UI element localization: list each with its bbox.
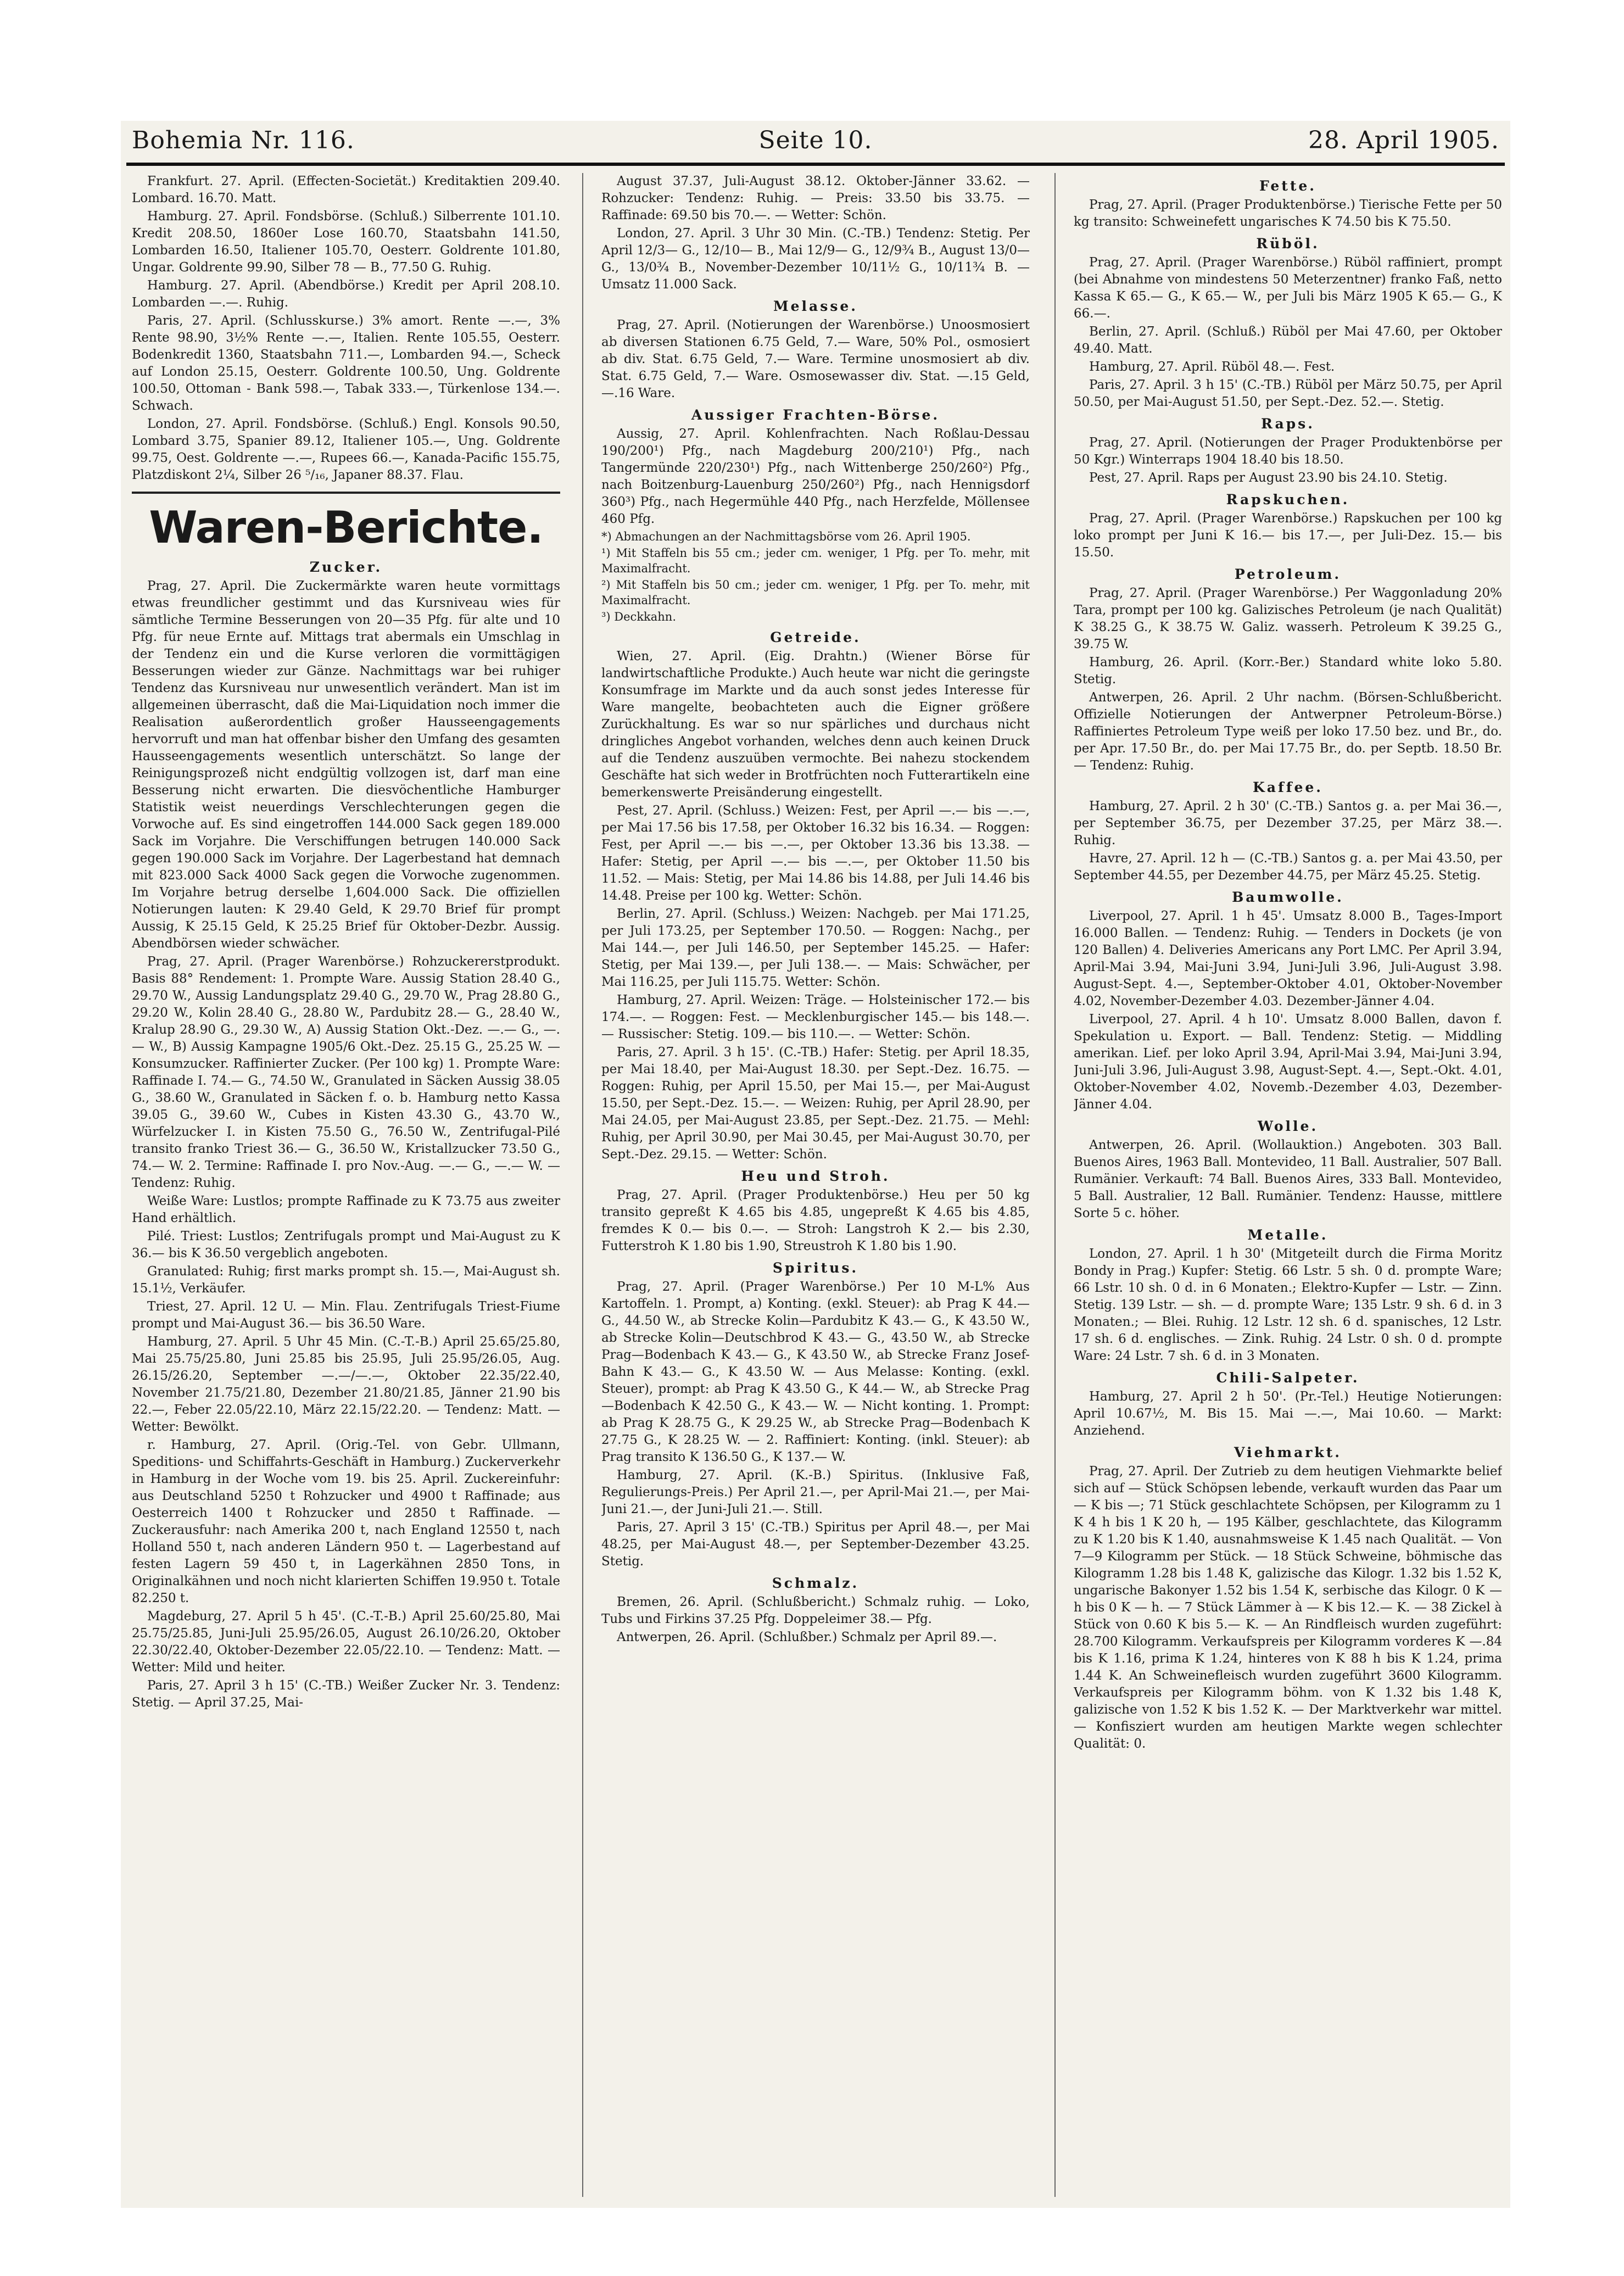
subsection-heading: Melasse. (773, 298, 858, 314)
paragraph: Hamburg, 27. April. 5 Uhr 45 Min. (C.-T.-B.) April 25.65/25.80, Mai 25.75/25.80, Juni 25.85 bis 25.95, Juli 25.95/26.05, Aug. 26.15/26.20, September —.—/—.—, Oktober 22.35/22.40, November 21.75/21.80, Dezember 21.80/21.85, Jänner 21.90 bis 22.—, Feber 22.05/22.10, März 22.15/22.20. — Tendenz: Matt. — Wetter: Bewölkt. (132, 1335, 560, 1434)
paragraph: Pilé. Triest: Lustlos; Zentrifugals prompt und Mai-August zu K 36.— bis K 36.50 vergeblich angeboten. (132, 1229, 560, 1260)
paragraph: Berlin, 27. April. (Schluß.) Rüböl per Mai 47.60, per Oktober 49.40. Matt. (1074, 325, 1502, 356)
paragraph: Pest, 27. April. (Schluss.) Weizen: Fest, per April —.— bis —.—, per Mai 17.56 bis 17.58, per Oktober 16.32 bis 16.34. — Roggen: Fest, per April —.— bis —.—, per Oktober 13.36 bis 13.38. — Hafer: Stetig, per April —.— bis —.—, per Oktober 11.50 bis 11.52. — Mais: Stetig, per Mai 14.86 bis 14.88, per Juli 14.46 bis 14.48. Preise per 100 kg. Wetter: Schön. (601, 804, 1030, 903)
subsection-heading: Metalle. (1247, 1227, 1329, 1243)
section-title: Waren-Berichte. (149, 502, 543, 553)
paragraph: Paris, 27. April 3 h 15' (C.-TB.) Weißer Zucker Nr. 3. Tendenz: Stetig. — April 37.25, Mai- (132, 1678, 560, 1710)
paragraph: Granulated: Ruhig; first marks prompt sh. 15.—, Mai-August sh. 15.1½, Verkäufer. (132, 1264, 560, 1296)
subsection-heading: Aussiger Frachten-Börse. (691, 407, 940, 423)
paragraph: August 37.37, Juli-August 38.12. Oktober-Jänner 33.62. — Rohzucker: Tendenz: Ruhig. — Preis: 33.50 bis 33.75. — Raffinade: 69.50 bis 70.—. — Wetter: Schön. (601, 174, 1030, 222)
subsection-heading: Zucker. (309, 559, 383, 575)
paragraph: Hamburg, 27. April. Rüböl 48.—. Fest. (1089, 360, 1335, 374)
subsection-heading: Rüböl. (1256, 236, 1320, 252)
newspaper-page (121, 121, 1510, 2208)
paragraph: Prag, 27. April. (Prager Produktenbörse.) Tierische Fette per 50 kg transito: Schweinefett ungarisches K 74.50 bis K 75.50. (1074, 198, 1502, 229)
paragraph: Paris, 27. April. 3 h 15' (C.-TB.) Rüböl per März 50.75, per April 50.50, per Mai-August 51.50, per Sept.-Dez. 52.—. Stetig. (1074, 378, 1502, 409)
header-rule (126, 163, 1505, 166)
subsection-heading: Chili-Salpeter. (1216, 1370, 1360, 1386)
paragraph: Antwerpen, 26. April. (Wollauktion.) Angeboten. 303 Ball. Buenos Aires, 1963 Ball. Montevideo, 11 Ball. Australier, 507 Ball. Rumänier. Verkauft: 74 Ball. Buenos Aires, 333 Ball. Montevideo, 5 Ball. Australier, 12 Ball. Rumänier. Tendenz: Hausse, mittlere Sorte 5 c. höher. (1074, 1138, 1502, 1220)
header-publication: Bohemia Nr. 116. (132, 126, 355, 154)
paragraph: Wien, 27. April. (Eig. Drahtn.) (Wiener Börse für landwirtschaftliche Produkte.) Auch heute war nicht die geringste Konsumfrage im Markte und da auch sonst jedes Interesse für Ware mangelte, beobachteten auch die Eigner größere Zurückhaltung. Es war so nur spärliches und durchaus nicht dringliches Angebot vorhanden, welches denn auch keinen Druck auf die Tendenz auszuüben vermochte. Bei nahezu stockendem Geschäfte hat sich weder in Brotfrüchten noch Futterartikeln eine bemerkenswerte Preisänderung eingestellt. (601, 649, 1030, 800)
paragraph: Prag, 27. April. (Prager Warenbörse.) Per 10 M-L% Aus Kartoffeln. 1. Prompt, a) Konting. (exkl. Steuer): ab Prag K 44.— G., 44.50 W., ab Strecke Kolin—Pardubitz K 43.— G., K 43.50 W., ab Strecke Kolin—Deutschbrod K 43.— G., 43.50 W., ab Strecke Prag—Bodenbach K 43.— G., K 43.50 W., ab Strecke Franz Josef-Bahn K 43.— G., K 43.50 W. — Aus Melasse: Konting. (exkl. Steuer), prompt: ab Prag K 43.50 G., K 44.— W., ab Strecke Prag—Bodenbach K 42.50 G., K 43.— W. — Nicht konting. 1. Prompt: ab Prag K 28.75 G., K 29.25 W., ab Strecke Prag—Bodenbach K 27.75 G., K 28.25 W. — 2. Raffiniert: Konting. (inkl. Steuer): ab Prag transito K 136.50 G., K 137.— W. (601, 1280, 1030, 1464)
paragraph: Havre, 27. April. 12 h — (C.-TB.) Santos g. a. per Mai 43.50, per September 44.55, per Dezember 44.75, per März 45.25. Stetig. (1074, 851, 1502, 883)
paragraph: r. Hamburg, 27. April. (Orig.-Tel. von Gebr. Ullmann, Speditions- und Schiffahrts-Geschäft in Hamburg.) Zuckerverkehr in Hamburg in der Woche vom 19. bis 25. April. Zuckereinfuhr: aus Deutschland 5250 t Rohzucker und 4900 t Raffinade; aus Oesterreich 1400 t Rohzucker und 2850 t Raffinade. — Zuckerausfuhr: nach Amerika 200 t, nach England 12550 t, nach Holland 550 t, nach anderen Ländern 950 t. — Lagerbestand auf festen Lagern 59 450 t, in Lagerkähnen 2850 Tons, in Originalkähnen und noch nicht klarierten Schiffen 19.950 t. Totale 82.250 t. (132, 1438, 560, 1605)
subsection-heading: Petroleum. (1234, 566, 1342, 582)
paragraph: Antwerpen, 26. April. (Schlußber.) Schmalz per April 89.—. (617, 1630, 997, 1644)
paragraph: Prag, 27. April. Die Zuckermärkte waren heute vormittags etwas freundlicher gestimmt und das Kursniveau wies für sämtliche Termine Besserungen von 20—35 Pfg. für alte und 10 Pfg. für neue Ernte auf. Mittags trat abermals ein Umschlag in der Tendenz ein und die Kurse verloren die vormittägigen Besserungen wieder zur Gänze. Nachmittags war bei ruhiger Tendenz das Kursniveau nur unwesentlich verändert. Man ist im allgemeinen überrascht, daß die Mai-Liquidation noch immer die Realisation außerordentlich großer Hausseengagements hervorruft und man hat offenbar bisher den Umfang des gesamten Hausseengagements wesentlich unterschätzt. So lange der Reinigungsprozeß nicht endgültig vollzogen ist, darf man eine Besserung nicht erwarten. Die diesvöchentliche Hamburger Statistik weist neuerdings Verschlechterungen gegen die Vorwoche auf. Es sind eingetroffen 144.000 Sack gegen 189.000 Sack im Vorjahre. Die Verschiffungen betrugen 140.000 Sack gegen 190.000 Sack im Vorjahre. Der Lagerbestand hat demnach mit 823.000 Sack 4000 Sack gegen die Vorwoche zugenommen. Im Vorjahre betrug derselbe 1,604.000 Sack. Die offiziellen Notierungen lauten: K 29.40 Geld, K 29.70 Brief für prompt Aussig, K 25.15 Geld, K 25.25 Brief für Oktober-Dezbr. Aussig. Abendbörsen wieder schwächer. (132, 579, 560, 951)
footnote: ¹) Mit Staffeln bis 55 cm.; jeder cm. weniger, 1 Pfg. per To. mehr, mit Maximalfracht. (601, 546, 1030, 575)
page-header (132, 126, 1499, 165)
paragraph: Prag, 27. April. (Prager Warenbörse.) Rohzuckererstprodukt. Basis 88° Rendement: 1. Prompte Ware. Aussig Station 28.40 G., 29.70 W., Aussig Landungsplatz 29.40 G., 29.70 W., Prag 28.80 G., 29.20 W., Kolin 28.40 G., 28.80 W., Pardubitz 28.— G., 28.40 W., Kralup 28.90 G., 29.30 W., A) Aussig Station Okt.-Dez. —.— G., —.— W., B) Aussig Kampagne 1905/6 Okt.-Dez. 25.15 G., 25.25 W. — Konsumzucker. Raffinierter Zucker. (Per 100 kg) 1. Prompte Ware: Raffinade I. 74.— G., 74.50 W., Granulated in Säcken Aussig 38.05 G., 38.60 W., Granulated in Säcken f. o. b. Hamburg netto Kassa 39.05 G., 39.60 W., Cubes in Kisten 43.30 G., 43.70 W., Würfelzucker I. in Kisten 75.50 G., 76.50 W., Zentrifugal-Pilé transito franko Triest 36.— G., 36.50 W., Kristallzucker 73.50 G., 74.— W. 2. Termine: Raffinade I. pro Nov.-Aug. —.— G., —.— W. — Tendenz: Ruhig. (132, 955, 560, 1190)
subsection-heading: Schmalz. (772, 1575, 860, 1591)
paragraph: Paris, 27. April. 3 h 15'. (C.-TB.) Hafer: Stetig. per April 18.35, per Mai 18.40, per Mai-August 18.30. per Sept.-Dez. 16.75. — Roggen: Ruhig, per April 15.50, per Mai 15.—, per Mai-August 15.50, per Sept.-Dez. 15.—. — Weizen: Ruhig, per April 28.90, per Mai 24.05, per Mai-August 23.85, per Sept.-Dez. 21.75. — Mehl: Ruhig, per April 30.90, per Mai 30.45, per Mai-August 30.70, per Sept.-Dez. 29.15. — Wetter: Schön. (601, 1045, 1030, 1162)
paragraph: Prag, 27. April. (Prager Warenbörse.) Per Waggonladung 20% Tara, prompt per 100 kg. Galizisches Petroleum (je nach Qualität) K 38.25 G., K 38.75 W. Galiz. wasserh. Petroleum K 39.25 G., 39.75 W. (1074, 586, 1502, 651)
subsection-heading: Spiritus. (772, 1260, 859, 1276)
paragraph: Hamburg. 27. April. Fondsbörse. (Schluß.) Silberrente 101.10. Kredit 208.50, 1860er Lose 160.70, Staatsbahn 141.50, Lombarden 16.50, Italiener 105.70, Oesterr. Goldrente 101.80, Ungar. Goldrente 99.90, Silber 78 — B., 77.50 G. Ruhig. (132, 209, 560, 275)
column-divider (582, 173, 583, 2197)
paragraph: Liverpool, 27. April. 4 h 10'. Umsatz 8.000 Ballen, davon f. Spekulation u. Export. — Ball. Tendenz: Stetig. — Middling amerikan. Lief. per loko April 3.94, April-Mai 3.94, Mai-Juni 3.94, Juni-Juli 3.96, Juli-August 3.98, August-Sept. 4.—, Sept.-Okt. 4.01, Oktober-November 4.02, Novemb.-Dezember 4.03, Dezember-Jänner 4.04. (1074, 1012, 1502, 1112)
paragraph: Aussig, 27. April. Kohlenfrachten. Nach Roßlau-Dessau 190/200¹) Pfg., nach Magdeburg 200/210¹) Pfg., nach Tangermünde 220/230¹) Pfg., nach Wittenberge 250/260²) Pfg., nach Boitzenburg-Lauenburg 250/260²) Pfg., nach Hennigsdorf 360³) Pfg., nach Hegermühle 440 Pfg., nach Herzfelde, Möllensee 460 Pfg. (601, 427, 1030, 526)
subsection-heading: Viehmarkt. (1234, 1444, 1342, 1460)
paragraph: Prag, 27. April. Der Zutrieb zu dem heutigen Viehmarkte belief sich auf — Stück Schöpsen lebende, verkauft wurden das Paar um — K bis —; 71 Stück geschlachtete Schöpsen, per Kilogramm zu 1 K 4 h bis 1 K 20 h, — 195 Kälber, geschlachtete, das Kilogramm zu K 1.20 bis K 1.40, ausnahmsweise K 1.45 nach Qualität. — Von 7—9 Kilogramm per Stück. — 18 Stück Schweine, böhmische das Kilogramm 1.28 bis 1.48 K, galizische das Kilogr. 1.32 bis 1.52 K, ungarische Bakonyer 1.52 bis 1.54 K, serbische das Kilogr. 0 K — h bis 0 K — h. — 7 Stück Lämmer à — K bis 12.— K. — 38 Zickel à Stück von 0.60 K bis 5.— K. — An Rindfleisch wurden zugeführt: 28.700 Kilogramm. Verkaufspreis per Kilogramm vorderes K —.84 bis K 1.16, prima K 1.24, hinteres von K 88 h bis K 1.24, prima 1.44 K. An Schweinefleisch wurden zugeführt 3600 Kilogramm. Verkaufspreis per Kilogramm böhm. von K 1.32 bis 1.48 K, galizische von 1.52 K bis 1.52 K. — Der Marktverkehr war mittel. — Konfisziert wurden am heutigen Markte wegen schlechter Qualität: 0. (1074, 1464, 1502, 1751)
column-1 (132, 173, 560, 2202)
header-page-number: Seite 10. (758, 126, 873, 154)
paragraph: Antwerpen, 26. April. 2 Uhr nachm. (Börsen-Schlußbericht. Offizielle Notierungen der Antwerpner Petroleum-Börse.) Raffiniertes Petroleum Type weiß per loko 17.50 bez. und Br., do. per Apr. 17.50 Br., do. per Mai 17.75 Br., do. per Septb. 18.50 Br. — Tendenz: Ruhig. (1074, 690, 1502, 773)
subsection-heading: Rapskuchen. (1226, 492, 1350, 507)
column-3 (1074, 173, 1502, 2202)
section-rule (132, 492, 560, 494)
footnote: ²) Mit Staffeln bis 50 cm.; jeder cm. weniger, 1 Pfg. per To. mehr, mit Maximalfracht. (601, 578, 1030, 607)
paragraph: Prag, 27. April. (Prager Warenbörse.) Rüböl raffiniert, prompt (bei Abnahme von mindestens 50 Meterzentner) franko Faß, netto Kassa K 65.— G., K 65.— W., per Juli bis März 1905 K 65.— G., K 66.—. (1074, 255, 1502, 321)
subsection-heading: Wolle. (1257, 1118, 1319, 1134)
footnote: *) Abmachungen an der Nachmittagsbörse vom 26. April 1905. (601, 530, 971, 543)
paragraph: Magdeburg, 27. April 5 h 45'. (C.-T.-B.) April 25.60/25.80, Mai 25.75/25.85, Juni-Juli 25.95/26.05, August 26.10/26.20, Oktober 22.30/22.40, Oktober-Dezember 22.05/22.10. — Tendenz: Matt. — Wetter: Mild und heiter. (132, 1609, 560, 1675)
paragraph: Berlin, 27. April. (Schluss.) Weizen: Nachgeb. per Mai 171.25, per Juli 173.25, per September 170.50. — Roggen: Nachg., per Mai 144.—, per Juli 146.50, per September 145.25. — Hafer: Stetig, per Mai 139.—, per Juli 138.—. — Mais: Schwächer, per Mai 116.25, per Juli 115.75. Wetter: Schön. (601, 907, 1030, 989)
paragraph: Frankfurt. 27. April. (Effecten-Societät.) Kreditaktien 209.40. Lombard. 16.70. Matt. (132, 174, 560, 205)
paragraph: Weiße Ware: Lustlos; prompte Raffinade zu K 73.75 aus zweiter Hand erhältlich. (132, 1194, 560, 1225)
paragraph: Hamburg, 26. April. (Korr.-Ber.) Standard white loko 5.80. Stetig. (1074, 655, 1502, 687)
paragraph: Prag, 27. April. (Prager Produktenbörse.) Heu per 50 kg transito gepreßt K 4.65 bis 4.85, ungepreßt K 4.65 bis 4.85, fremdes K 0.— bis 0.—. — Stroh: Langstroh K 2.— bis 2.30, Futterstroh K 1.80 bis 1.90, Streustroh K 1.80 bis 1.90. (601, 1188, 1030, 1253)
paragraph: Hamburg, 27. April. Weizen: Träge. — Holsteinischer 172.— bis 174.—. — Roggen: Fest. — Mecklenburgischer 145.— bis 148.—. — Russischer: Stetig. 109.— bis 110.—. — Wetter: Schön. (601, 993, 1030, 1041)
subsection-heading: Getreide. (770, 629, 861, 645)
column-2 (601, 173, 1030, 2202)
subsection-heading: Raps. (1261, 416, 1315, 432)
paragraph: London, 27. April. Fondsbörse. (Schluß.) Engl. Konsols 90.50, Lombard 3.75, Spanier 89.12, Italiener 105.—, Ung. Goldrente 99.75, Oest. Goldrente —.—, Rupees 66.—, Kanada-Pacific 155.75, Platzdiskont 2¼, Silber 26 ⁵/₁₆, Japaner 88.37. Flau. (132, 417, 560, 482)
header-date: 28. April 1905. (1308, 126, 1499, 154)
paragraph: Pest, 27. April. Raps per August 23.90 bis 24.10. Stetig. (1089, 471, 1448, 485)
paragraph: Hamburg, 27. April. 2 h 30' (C.-TB.) Santos g. a. per Mai 36.—, per September 36.75, per Dezember 37.25, per März 38.—. Ruhig. (1074, 799, 1502, 847)
paragraph: Triest, 27. April. 12 U. — Min. Flau. Zentrifugals Triest-Fiume prompt und Mai-August 36.— bis 36.50 Ware. (132, 1299, 560, 1331)
subsection-heading: Heu und Stroh. (741, 1168, 890, 1184)
footnote: ³) Deckkahn. (601, 610, 677, 623)
paragraph: Hamburg, 27. April 2 h 50'. (Pr.-Tel.) Heutige Notierungen: April 10.67½, M. Bis 15. Mai —.—, Mai 10.60. — Markt: Anziehend. (1074, 1390, 1502, 1438)
paragraph: Hamburg. 27. April. (Abendbörse.) Kredit per April 208.10. Lombarden —.—. Ruhig. (132, 278, 560, 310)
paragraph: London, 27. April. 1 h 30' (Mitgeteilt durch die Firma Moritz Bondy in Prag.) Kupfer: Stetig. 66 Lstr. 5 sh. 0 d. prompte Ware; 66 Lstr. 10 sh. 0 d. in 6 Monaten.; Elektro-Kupfer — Lstr. — Zinn. Stetig. 139 Lstr. — sh. — d. prompte Ware; 135 Lstr. 9 sh. 6 d. in 3 Monaten.; — Blei. Ruhig. 12 Lstr. 12 sh. 6 d. spanisches, 12 Lstr. 17 sh. 6 d. englisches. — Zink. Ruhig. 24 Lstr. 0 sh. 0 d. prompte Ware: 24 Lstr. 7 sh. 6 d. in 3 Monaten. (1074, 1247, 1502, 1363)
subsection-heading: Fette. (1259, 178, 1316, 194)
subsection-heading: Baumwolle. (1232, 889, 1344, 905)
subsection-heading: Kaffee. (1253, 779, 1323, 795)
paragraph: Prag, 27. April. (Notierungen der Warenbörse.) Unoosmosiert ab diversen Stationen 6.75 Geld, 7.— Ware, 50% Pol., osmosiert ab div. Stat. 6.75 Geld, 7.— Ware. Termine unosmosiert ab div. Stat. 6.75 Geld, 7.— Ware. Osmosewasser div. Stat. —.15 Geld, —.16 Ware. (601, 318, 1030, 400)
paragraph: Prag, 27. April. (Notierungen der Prager Produktenbörse per 50 Kgr.) Winterraps 1904 18.40 bis 18.50. (1074, 436, 1502, 467)
paragraph: Paris, 27. April 3 15' (C.-TB.) Spiritus per April 48.—, per Mai 48.25, per Mai-August 48.—, per September-Dezember 43.25. Stetig. (601, 1520, 1030, 1569)
paragraph: Paris, 27. April. (Schlusskurse.) 3% amort. Rente —.—, 3% Rente 98.90, 3½% Rente —.—, Italien. Rente 105.55, Oesterr. Bodenkredit 1360, Staatsbahn 711.—, Lombarden 94.—, Scheck auf London 25.15, Oesterr. Goldrente 100.50, Ung. Goldrente 100.50, Ottoman - Bank 598.—, Tabak 333.—, Türkenlose 134.—. Schwach. (132, 314, 560, 413)
paragraph: Prag, 27. April. (Prager Warenbörse.) Rapskuchen per 100 kg loko prompt per Juni K 16.— bis 17.—, per Juli-Dez. 15.— bis 15.50. (1074, 511, 1502, 560)
paragraph: London, 27. April. 3 Uhr 30 Min. (C.-TB.) Tendenz: Stetig. Per April 12/3— G., 12/10— B., Mai 12/9— G., 12/9¾ B., August 13/0— G., 13/0¾ B., November-Dezember 10/11½ G., 10/11¾ B. — Umsatz 11.000 Sack. (601, 226, 1030, 292)
paragraph: Liverpool, 27. April. 1 h 45'. Umsatz 8.000 B., Tages-Import 16.000 Ballen. — Tendenz: Ruhig. — Tenders in Dockets (je von 120 Ballen) 4. Deliveries Americans any Port LMC. Per April 3.94, April-Mai 3.94, Mai-Juni 3.94, Juni-Juli 3.96, Juli-August 3.98. August-Sept. 4.—, September-Oktober 4.01, Oktober-November 4.02, November-Dezember 4.03. Dezember-Jänner 4.04. (1074, 909, 1502, 1008)
paragraph: Bremen, 26. April. (Schlußbericht.) Schmalz ruhig. — Loko, Tubs und Firkins 37.25 Pfg. Doppeleimer 38.— Pfg. (601, 1595, 1030, 1626)
paragraph: Hamburg, 27. April. (K.-B.) Spiritus. (Inklusive Faß, Regulierungs-Preis.) Per April 21.—, per April-Mai 21.—, per Mai-Juni 21.—, der Juni-Juli 21.—. Still. (601, 1468, 1030, 1516)
column-divider (1054, 173, 1056, 2197)
